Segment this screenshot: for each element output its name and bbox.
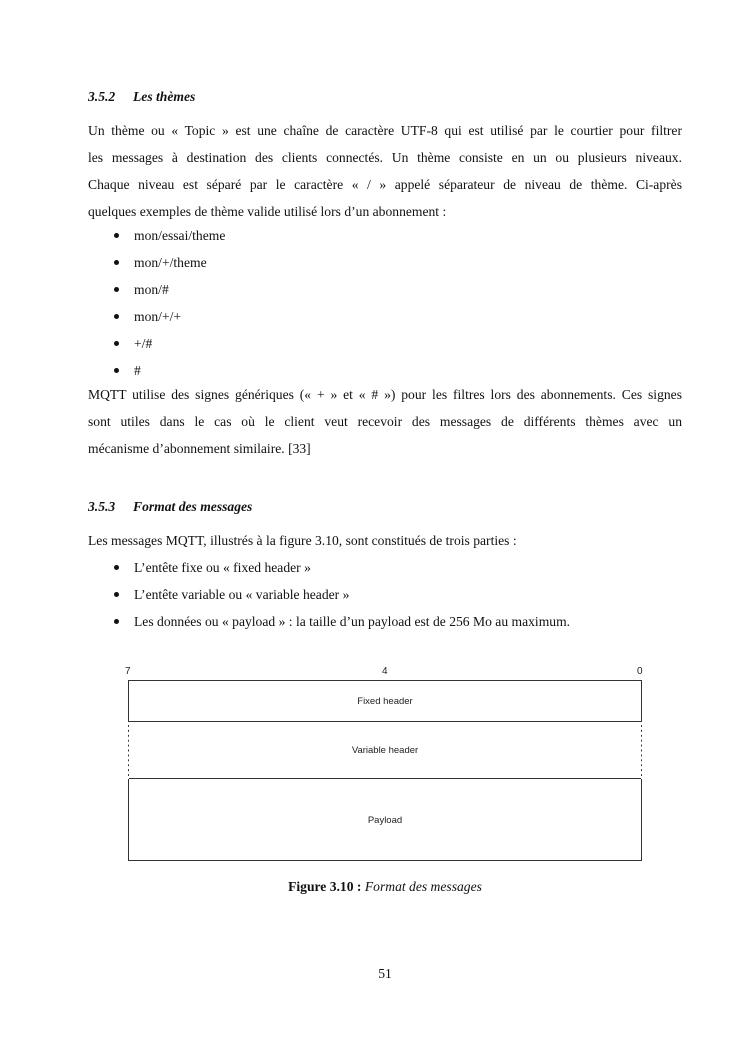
- bit-label-4: 4: [382, 666, 388, 677]
- paragraph-line: sont utiles dans le cas où le client veut recevoir des messages de différents thèmes avec un: [88, 414, 682, 429]
- section-title: Les thèmes: [133, 89, 196, 104]
- list-item: [88, 330, 225, 357]
- payload-label: Payload: [367, 814, 403, 826]
- section-number: 3.5.3: [88, 499, 116, 514]
- bullet-icon: [114, 368, 119, 373]
- bullet-icon: [114, 619, 119, 624]
- section-title: Format des messages: [133, 499, 253, 514]
- caption-label: Figure 3.10 :: [288, 879, 362, 894]
- section-heading-3-5-2: [88, 89, 195, 105]
- list-item: [88, 554, 570, 581]
- bullet-icon: [114, 233, 119, 238]
- message-format-diagram: [128, 680, 642, 861]
- paragraph-line: Un thème ou « Topic » est une chaîne de caractère UTF-8 qui est utilisé par le courtier pour filtrer: [88, 123, 682, 138]
- theme-examples-list: [88, 222, 225, 384]
- paragraph-line: quelques exemples de thème valide utilisé lors d’un abonnement :: [88, 204, 447, 219]
- variable-header-row: [129, 722, 641, 779]
- section-heading-3-5-3: [88, 499, 252, 515]
- list-item-text: L’entête fixe ou « fixed header »: [134, 560, 311, 575]
- bit-label-0: 0: [637, 666, 643, 677]
- list-item-text: mon/#: [134, 282, 169, 297]
- message-parts-list: [88, 554, 570, 635]
- list-item-text: L’entête variable ou « variable header »: [134, 587, 350, 602]
- payload-row: [129, 779, 641, 861]
- list-item: [88, 249, 225, 276]
- page-number: 51: [378, 966, 392, 981]
- bullet-icon: [114, 341, 119, 346]
- paragraph-line: mécanisme d’abonnement similaire. [33]: [88, 441, 311, 456]
- list-item-text: mon/essai/theme: [134, 228, 226, 243]
- list-item: [88, 581, 570, 608]
- list-item: [88, 357, 225, 384]
- bullet-icon: [114, 314, 119, 319]
- list-item-text: Les données ou « payload » : la taille d’un payload est de 256 Mo au maximum.: [134, 614, 571, 629]
- paragraph-format: [88, 527, 682, 554]
- section-number: 3.5.2: [88, 89, 116, 104]
- list-item: [88, 222, 225, 249]
- bullet-icon: [114, 565, 119, 570]
- list-item-text: mon/+/+: [134, 309, 182, 324]
- list-item-text: #: [134, 363, 141, 378]
- paragraph-line: Les messages MQTT, illustrés à la figure 3.10, sont constitués de trois parties :: [88, 533, 517, 548]
- list-item: [88, 608, 570, 635]
- list-item-text: +/#: [134, 336, 153, 351]
- caption-text: Format des messages: [364, 879, 482, 894]
- list-item: [88, 276, 225, 303]
- paragraph-line: les messages à destination des clients connectés. Un thème consiste en un ou plusieurs niveaux.: [88, 150, 682, 165]
- paragraph-line: Chaque niveau est séparé par le caractère « / » appelé séparateur de niveau de thème. Ci-après: [88, 177, 682, 192]
- bullet-icon: [114, 592, 119, 597]
- fixed-header-row: [129, 680, 641, 722]
- fixed-header-label: Fixed header: [357, 695, 413, 707]
- dashed-right-edge: [641, 722, 642, 779]
- bit-label-7: 7: [125, 666, 131, 677]
- bullet-icon: [114, 260, 119, 265]
- variable-header-label: Variable header: [351, 744, 419, 756]
- bullet-icon: [114, 287, 119, 292]
- list-item-text: mon/+/theme: [134, 255, 207, 270]
- paragraph-line: MQTT utilise des signes génériques (« + » et « # ») pour les filtres lors des abonnements. Ces signes: [88, 387, 682, 402]
- figure-caption: [0, 879, 745, 895]
- list-item: [88, 303, 225, 330]
- paragraph-wildcards: [88, 381, 682, 462]
- dashed-left-edge: [128, 722, 129, 779]
- paragraph-themes: [88, 117, 682, 225]
